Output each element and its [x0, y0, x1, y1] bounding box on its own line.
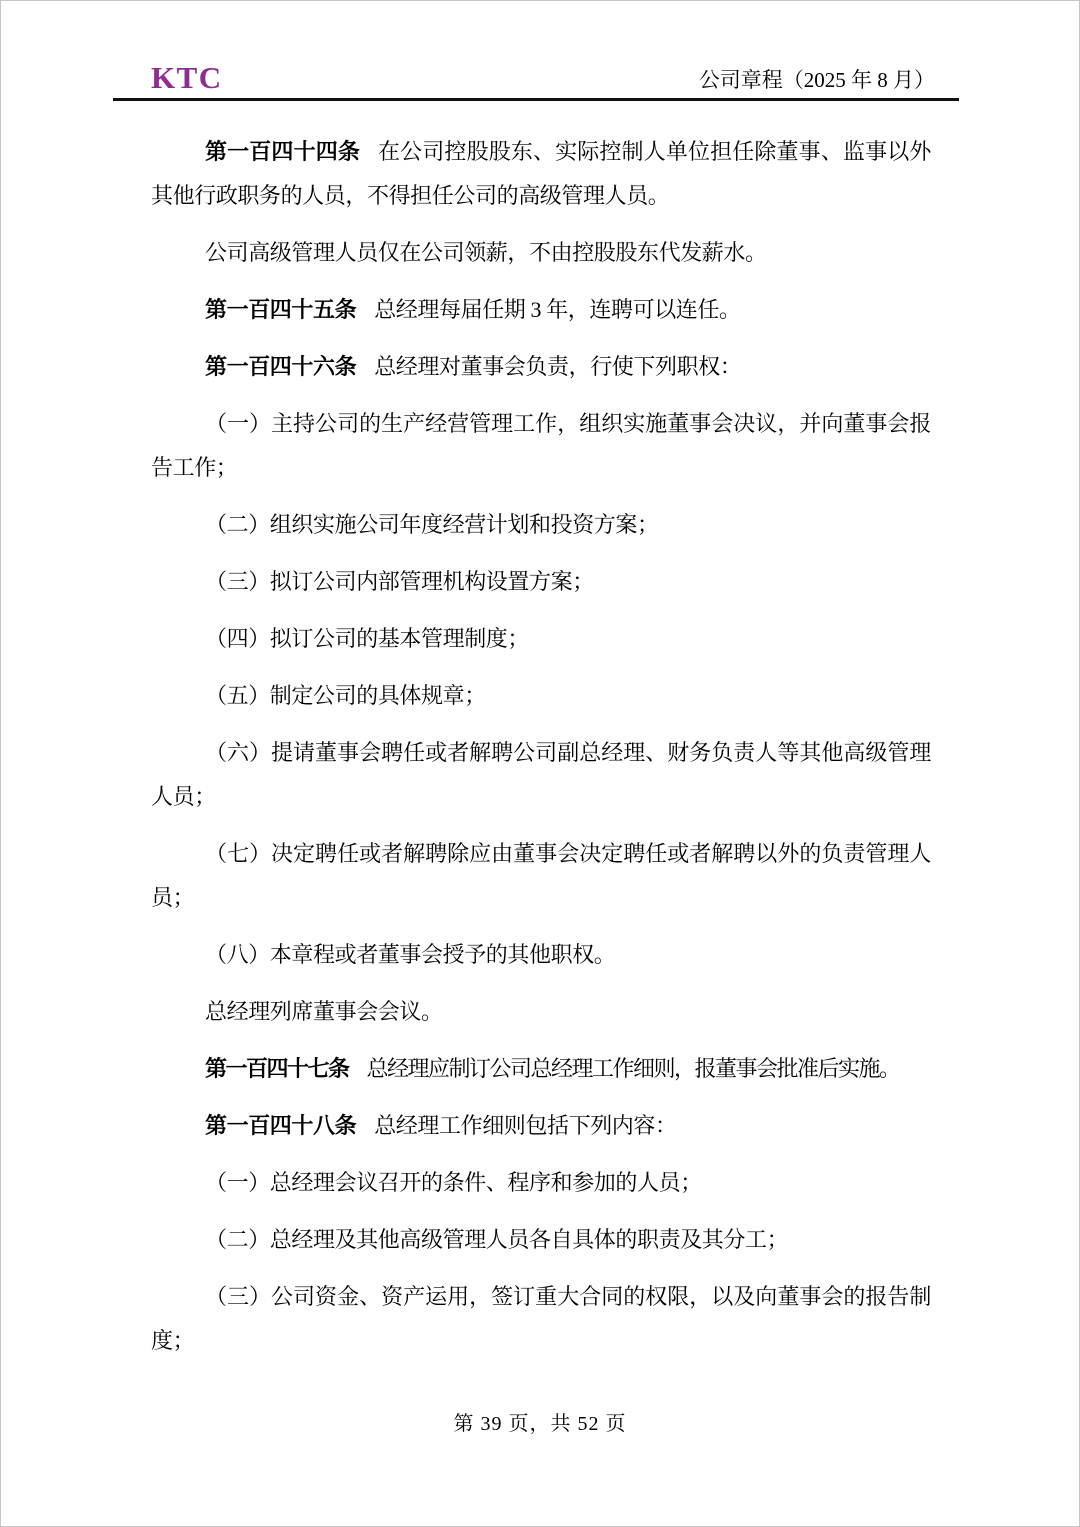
paragraph-text: （三）公司资金、资产运用，签订重大合同的权限，以及向董事会的报告制度； — [151, 1284, 931, 1353]
paragraph — [151, 130, 931, 218]
paragraph — [151, 1218, 931, 1262]
article-number: 第一百四十八条 — [205, 1113, 357, 1138]
paragraph-text: 在公司控股股东、实际控制人单位担任除董事、监事以外其他行政职务的人员，不得担任公司的高级管理人员。 — [151, 139, 931, 208]
paragraph — [151, 1047, 931, 1091]
paragraph — [151, 1161, 931, 1205]
paragraph — [151, 560, 931, 604]
page-header — [113, 1, 959, 101]
header-doc-title: 公司章程（2025 年 8 月） — [698, 68, 935, 92]
page-footer — [1, 1407, 1079, 1436]
article-number: 第一百四十六条 — [205, 354, 357, 379]
paragraph — [151, 617, 931, 661]
paragraph-text: （七）决定聘任或者解聘除应由董事会决定聘任或者解聘以外的负责管理人员； — [151, 841, 931, 910]
paragraph — [151, 503, 931, 547]
paragraph-text: （三）拟订公司内部管理机构设置方案； — [205, 569, 594, 594]
document-body — [151, 104, 931, 1376]
paragraph-text: 总经理列席董事会会议。 — [205, 999, 443, 1024]
paragraph — [151, 1275, 931, 1363]
paragraph-text: （八）本章程或者董事会授予的其他职权。 — [205, 942, 616, 967]
paragraph-text: （二）组织实施公司年度经营计划和投资方案； — [205, 512, 659, 537]
paragraph — [151, 731, 931, 819]
paragraph-text: 总经理每届任期 3 年，连聘可以连任。 — [374, 297, 741, 322]
article-number: 第一百四十五条 — [205, 297, 357, 322]
article-number: 第一百四十四条 — [205, 139, 360, 164]
paragraph-text: （四）拟订公司的基本管理制度； — [205, 626, 530, 651]
paragraph-text: （一）主持公司的生产经营管理工作，组织实施董事会决议，并向董事会报告工作； — [151, 411, 931, 480]
paragraph-text: 公司高级管理人员仅在公司领薪，不由控股股东代发薪水。 — [205, 240, 767, 265]
paragraph-text: （二）总经理及其他高级管理人员各自具体的职责及其分工； — [205, 1227, 789, 1252]
paragraph — [151, 1104, 931, 1148]
paragraph — [151, 990, 931, 1034]
paragraph — [151, 674, 931, 718]
paragraph — [151, 933, 931, 977]
paragraph — [151, 288, 931, 332]
paragraph — [151, 231, 931, 275]
paragraph-text: （一）总经理会议召开的条件、程序和参加的人员； — [205, 1170, 702, 1195]
paragraph — [151, 832, 931, 920]
paragraph-text: 总经理工作细则包括下列内容： — [374, 1113, 677, 1138]
article-number: 第一百四十七条 — [205, 1056, 349, 1081]
paragraph-text: （六）提请董事会聘任或者解聘公司副总经理、财务负责人等其他高级管理人员； — [151, 740, 931, 809]
paragraph-text: （五）制定公司的具体规章； — [205, 683, 486, 708]
paragraph-text: 总经理对董事会负责，行使下列职权： — [374, 354, 742, 379]
page-number: 第 39 页，共 52 页 — [453, 1413, 627, 1435]
paragraph-text: 总经理应制订公司总经理工作细则，报董事会批准后实施。 — [366, 1056, 900, 1081]
paragraph — [151, 402, 931, 490]
paragraph — [151, 345, 931, 389]
ktc-logo: KTC — [151, 60, 223, 95]
